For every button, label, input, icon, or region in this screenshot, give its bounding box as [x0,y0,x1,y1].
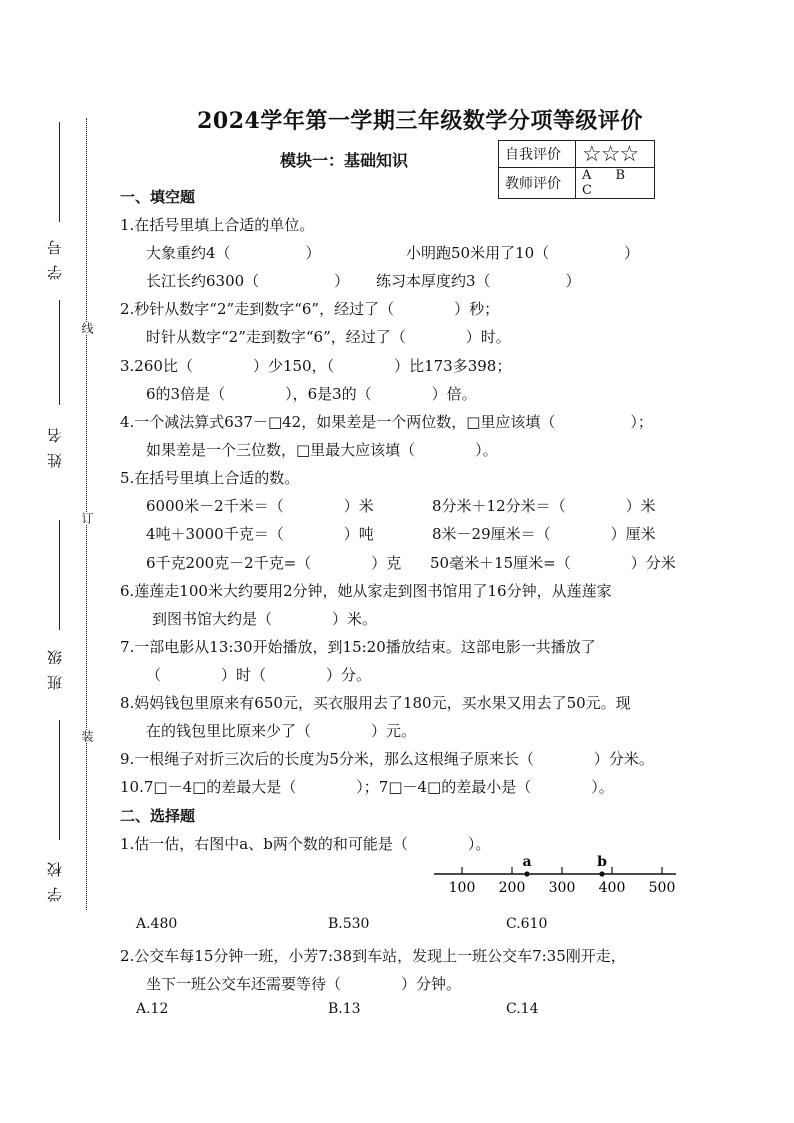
choice-q2-option-a[interactable]: A.12 [136,1001,169,1017]
fill-q4-b[interactable]: 如果差是一个三位数，□里最大应该填（ ）。 [146,441,498,459]
school-rule [59,720,60,840]
choice-q2-option-c[interactable]: C.14 [506,1001,539,1017]
number-line-tick-label-200: 200 [498,880,526,896]
fill-q5-b[interactable]: 8分米＋12分米＝（ ）米 [432,497,656,515]
student-number-rule [59,122,60,222]
number-line-tick-label-300: 300 [548,880,576,896]
fill-q5-e[interactable]: 6千克200克－2千克=（ ）克 [146,554,402,572]
number-line-point-label-b: b [597,854,607,870]
fill-q1: 1.在括号里填上合适的单位。 [120,216,315,234]
fill-q3-a[interactable]: 3.260比（ ）少150，（ ）比173多398； [120,357,512,375]
student-name-field[interactable] [44,300,74,485]
number-line-tick-label-400: 400 [598,880,626,896]
section-fill-heading: 一、填空题 [120,188,196,206]
fill-q9[interactable]: 9.一根绳子对折三次后的长度为5分米，那么这根绳子原来长（ ）分米。 [120,750,654,768]
school-label: 学校 [46,852,64,902]
fill-q2-b[interactable]: 时针从数字“2”走到数字“6”，经过了（ ）时。 [146,328,511,346]
fill-q5: 5.在括号里填上合适的数。 [120,469,300,487]
number-line-figure [432,848,680,898]
number-line-point-a [524,871,529,876]
fill-q5-d[interactable]: 8米－29厘米＝（ ）厘米 [432,525,656,543]
section-choice-heading: 二、选择题 [120,807,196,825]
choice-q1-option-a[interactable]: A.480 [136,916,178,932]
fill-q8-a: 8.妈妈钱包里原来有650元，买衣服用去了180元，买水果又用去了50元。现 [120,694,631,712]
student-number-field[interactable] [44,122,74,292]
teacher-eval-label: 教师评价 [499,168,576,199]
fill-q8-b[interactable]: 在的钱包里比原来少了（ ）元。 [146,722,417,740]
fill-q6-a: 6.莲莲走100米大约要用2分钟，她从家走到图书馆用了16分钟，从莲莲家 [120,582,612,600]
choice-q2-b[interactable]: 坐下一班公交车还需要等待（ ）分钟。 [146,975,462,993]
student-number-label: 学号 [46,230,64,280]
fill-q6-b[interactable]: 到图书馆大约是（ ）米。 [152,610,378,628]
cut-word-stitch: 装 [80,730,94,742]
class-label: 班级 [46,640,64,690]
fill-q5-f[interactable]: 50毫米＋15厘米=（ ）分米 [430,554,676,572]
choice-q2-a: 2.公交车每15分钟一班，小芳7:38到车站，发现上一班公交车7:35刚开走， [120,947,626,965]
class-field[interactable] [44,520,74,700]
fill-q4-a[interactable]: 4.一个减法算式637－□42，如果差是一个两位数，□里应该填（ ）； [120,413,653,431]
school-field[interactable] [44,720,74,910]
fill-q7-a: 7.一部电影从13:30开始播放，到15:20播放结束。这部电影一共播放了 [120,638,596,656]
fill-q1-d[interactable]: 练习本厚度约3（ ） [376,272,581,290]
fill-q3-b[interactable]: 6的3倍是（ ），6是3的（ ）倍。 [146,385,477,403]
cut-word-line: 线 [80,322,94,334]
exam-title: 2024学年第一学期三年级数学分项等级评价 [197,108,643,134]
choice-q1[interactable]: 1.估一估，右图中a、b两个数的和可能是（ ）。 [120,835,491,853]
choice-q1-option-c[interactable]: C.610 [506,916,548,932]
self-eval-stars[interactable]: ☆☆☆ [576,141,655,168]
fill-q1-a[interactable]: 大象重约4（ ） [146,244,321,262]
fill-q7-b[interactable]: （ ）时（ ）分。 [146,666,372,684]
student-name-rule [59,300,60,405]
teacher-eval-grades[interactable]: A B C [576,168,655,199]
cut-word-bind: 订 [80,512,94,524]
fill-q1-b[interactable]: 小明跑50米用了10（ ） [406,244,640,262]
number-line-tick-label-500: 500 [648,880,676,896]
fill-q1-c[interactable]: 长江长约6300（ ） [146,272,350,290]
student-name-label: 姓名 [46,418,64,468]
number-line-point-b [599,871,604,876]
module-title: 模块一：基础知识 [280,151,409,170]
fill-q5-a[interactable]: 6000米－2千米＝（ ）米 [146,497,374,515]
fill-q2-a[interactable]: 2.秒针从数字“2”走到数字“6”，经过了（ ）秒； [120,300,500,318]
fill-q5-c[interactable]: 4吨＋3000千克＝（ ）吨 [146,525,374,543]
choice-q1-option-b[interactable]: B.530 [328,916,370,932]
choice-q2-option-b[interactable]: B.13 [328,1001,361,1017]
class-rule [59,520,60,630]
evaluation-table [498,140,655,199]
self-eval-label: 自我评价 [499,141,576,168]
number-line-point-label-a: a [522,854,532,870]
fill-q10[interactable]: 10.7□－4□的差最大是（ ）；7□－4□的差最小是（ ）。 [120,778,614,796]
number-line-tick-label-100: 100 [448,880,476,896]
